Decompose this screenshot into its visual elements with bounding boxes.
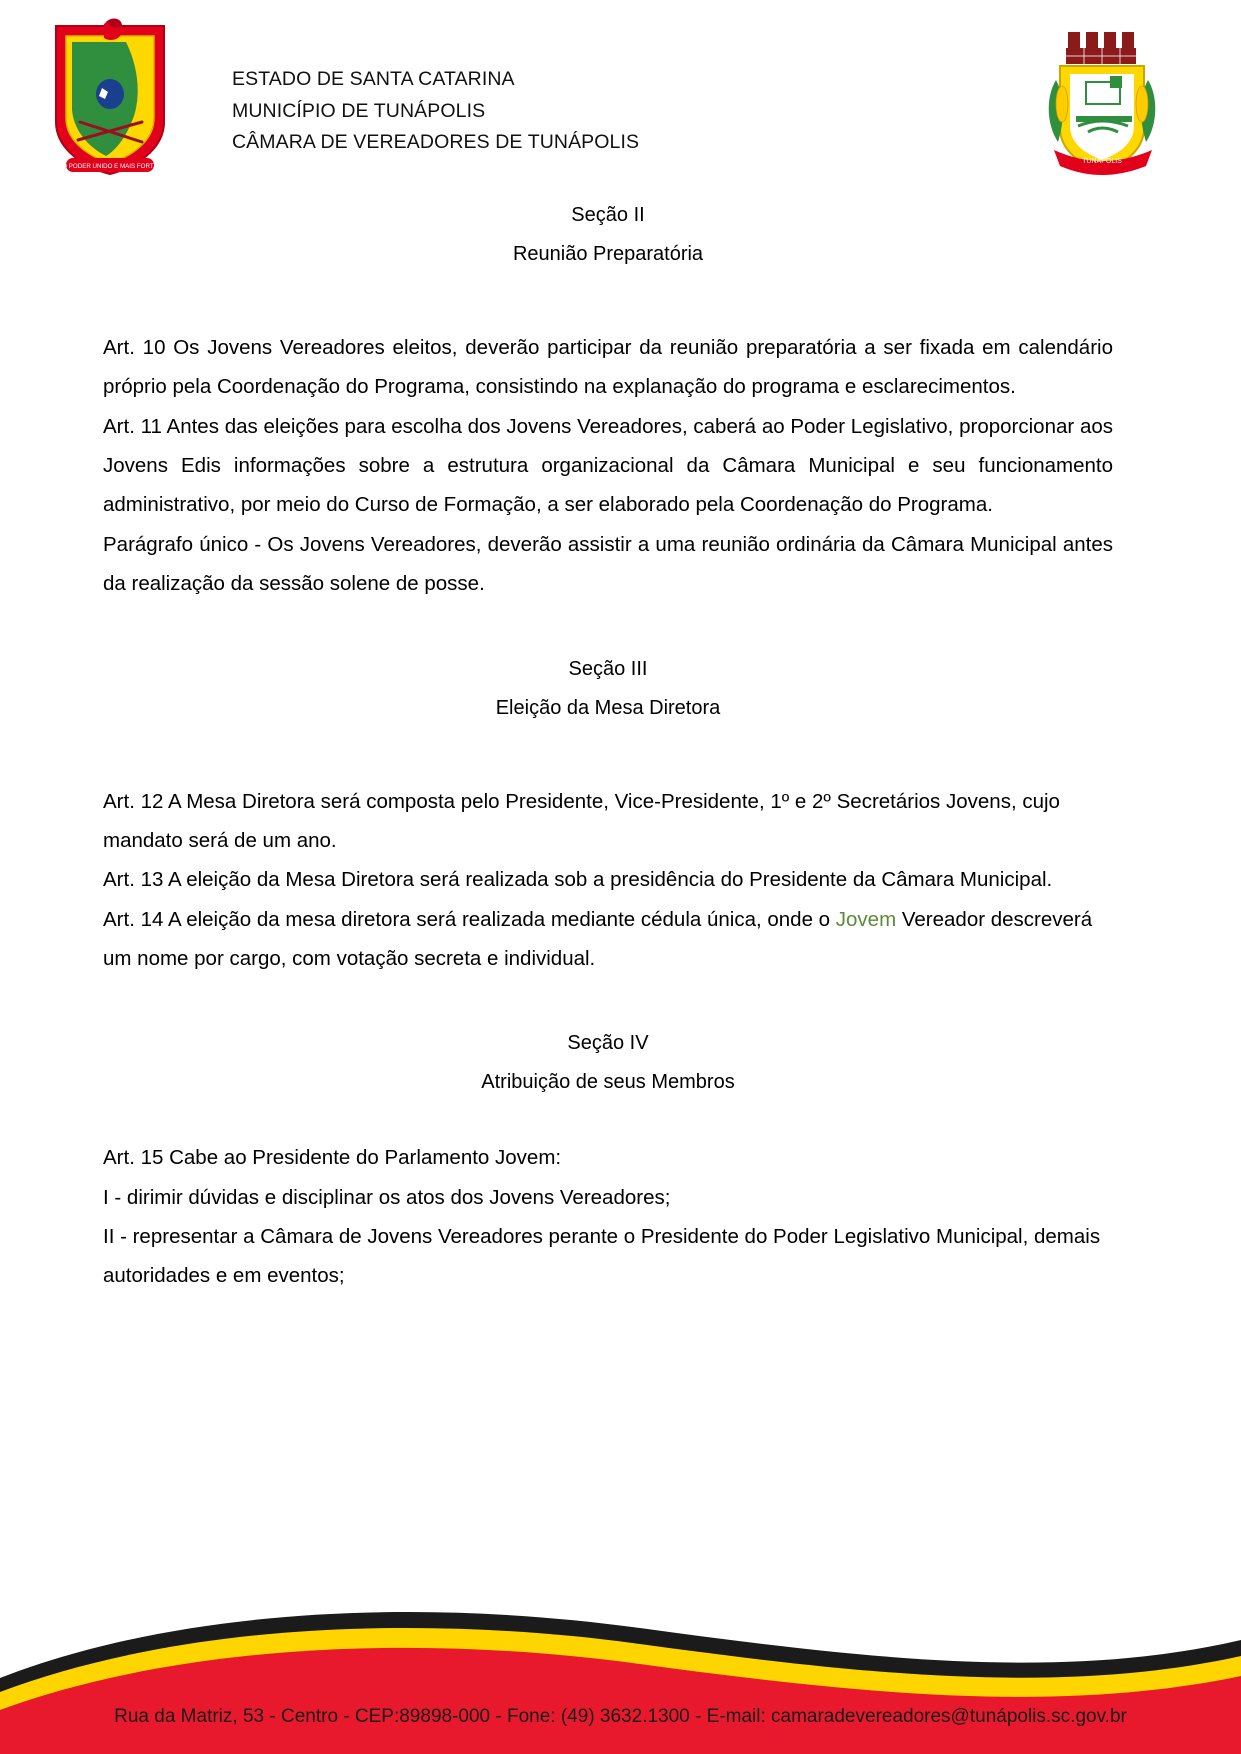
document-header — [0, 0, 1241, 200]
section-subtitle-iii: Eleição da Mesa Diretora — [495, 696, 721, 719]
paragraph-art-14 — [103, 900, 1113, 979]
art-14-text-after: Vereador descreverá um nome por cargo, com votação secreta e individual. — [103, 907, 1093, 970]
brasao-santa-catarina-icon — [50, 18, 170, 178]
section-title-iii: Seção III — [568, 657, 648, 680]
art-14-highlight-jovem: Jovem — [835, 907, 897, 931]
paragraph-art-11: Art. 11 Antes das eleições para escolha dos Jovens Vereadores, caberá ao Poder Legislativo, proporcionar aos Jovens Edis informações sobre a estrutura organizacional da Câmara Municipal e seu funcionamento administrativo, por meio do Curso de Formação, a ser elaborado pela Coordenação do Programa. — [103, 414, 1113, 517]
svg-text:TUNÁPOLIS: TUNÁPOLIS — [1082, 158, 1122, 165]
paragraph-art-11-paragrafo-unico: Parágrafo único - Os Jovens Vereadores, deverão assistir a uma reunião ordinária da Câmara Municipal antes da realização da sessão solene de posse. — [103, 532, 1113, 596]
paragraph-art-10: Art. 10 Os Jovens Vereadores eleitos, deverão participar da reunião preparatória a ser fixada em calendário próprio pela Coordenação do Programa, consistindo na explanação do programa e esclarecimentos. — [103, 336, 1113, 399]
header-line-municipio: MUNICÍPIO DE TUNÁPOLIS — [232, 99, 486, 122]
footer-contact-line: Rua da Matriz, 53 - Centro - CEP:89898-000 - Fone: (49) 3632.1300 - E-mail: camaradevereadores@tunápolis.sc.gov.br — [114, 1706, 1127, 1727]
section-subtitle-iv: Atribuição de seus Membros — [481, 1071, 735, 1094]
section-subtitle-ii: Reunião Preparatória — [512, 243, 704, 265]
section-title-iv: Seção IV — [567, 1032, 649, 1055]
document-body — [103, 200, 1113, 1296]
footer-wave-decoration — [0, 1594, 1241, 1754]
paragraph-art-12: Art. 12 A Mesa Diretora será composta pelo Presidente, Vice-Presidente, 1º e 2º Secretários Jovens, cujo mandato será de um ano. — [103, 789, 1060, 852]
paragraph-art-15: Art. 15 Cabe ao Presidente do Parlamento Jovem: — [103, 1146, 562, 1170]
section-title-ii: Seção II — [571, 204, 645, 226]
brasao-municipio-tunapolis-icon — [1026, 20, 1181, 180]
paragraph-art-13: Art. 13 A eleição da Mesa Diretora será realizada sob a presidência do Presidente da Câmara Municipal. — [103, 868, 1053, 892]
svg-text:O PODER UNIDO E MAIS FORTE: O PODER UNIDO E MAIS FORTE — [62, 163, 158, 170]
list-item-art-15-ii: II - representar a Câmara de Jovens Vereadores perante o Presidente do Poder Legislativo Municipal, demais autoridades e em eventos; — [103, 1225, 1101, 1288]
list-item-art-15-i: I - dirimir dúvidas e disciplinar os atos dos Jovens Vereadores; — [103, 1185, 671, 1209]
header-line-camara: CÂMARA DE VEREADORES DE TUNÁPOLIS — [232, 131, 640, 154]
header-line-estado: ESTADO DE SANTA CATARINA — [232, 68, 515, 90]
art-14-text-before: Art. 14 A eleição da mesa diretora será realizada mediante cédula única, onde o — [103, 907, 836, 931]
header-title-block — [232, 64, 639, 159]
